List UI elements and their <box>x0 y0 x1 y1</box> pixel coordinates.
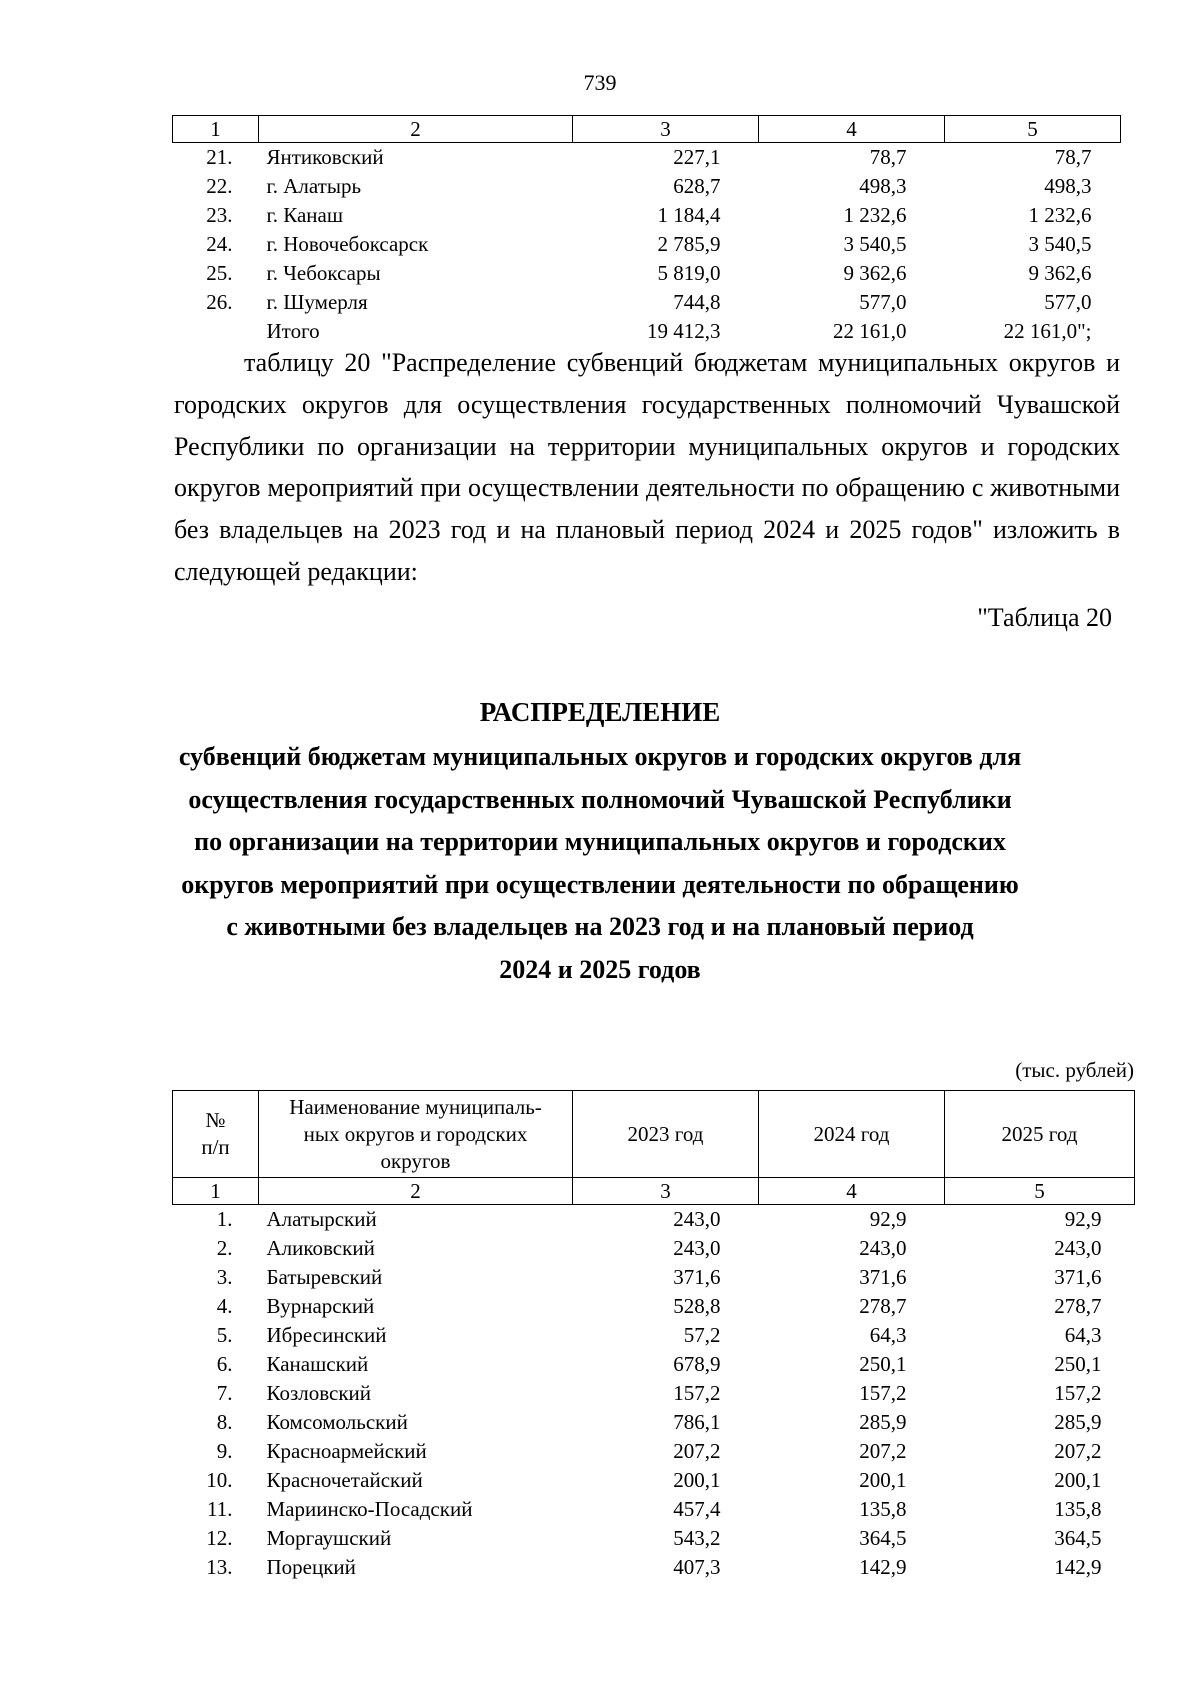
column-number: 1 <box>173 1178 259 1205</box>
row-name: г. Алатырь <box>266 174 362 198</box>
row-number: 12. <box>206 1526 233 1550</box>
value-2023: 157,2 <box>673 1381 721 1405</box>
value-2025: 142,9 <box>1054 1555 1102 1579</box>
table-row <box>173 1553 1135 1582</box>
value-2023: 543,2 <box>673 1526 721 1550</box>
value-2025: 78,7 <box>1054 145 1092 169</box>
column-header-2024: 2024 год <box>759 1091 945 1178</box>
value-2023: 371,6 <box>673 1265 721 1289</box>
row-number: 11. <box>207 1497 233 1521</box>
column-number: 4 <box>759 1178 945 1205</box>
table-row <box>173 1350 1135 1379</box>
value-2024: 285,9 <box>859 1410 907 1434</box>
table-row <box>173 1437 1135 1466</box>
value-2023: 19 412,3 <box>647 319 721 343</box>
column-number: 3 <box>573 116 759 143</box>
row-number: 25. <box>206 261 233 285</box>
units-label: (тыс. рублей) <box>1015 1058 1134 1082</box>
value-2023: 2 785,9 <box>657 232 721 256</box>
row-name: Ибресинский <box>266 1323 387 1347</box>
subtitle-line: 2024 и 2025 годов <box>499 954 701 984</box>
value-2025: 200,1 <box>1054 1468 1102 1492</box>
row-name: Козловский <box>266 1381 372 1405</box>
row-number: 7. <box>216 1381 233 1405</box>
table-row <box>173 201 1121 230</box>
value-2023: 1 184,4 <box>657 203 721 227</box>
row-name: Мариинско-Посадский <box>266 1497 473 1521</box>
table-20 <box>172 1090 1135 1582</box>
value-2023: 200,1 <box>673 1468 721 1492</box>
table-row <box>173 230 1121 259</box>
value-2025: 1 232,6 <box>1028 203 1092 227</box>
value-2024: 364,5 <box>859 1526 907 1550</box>
value-2025: 207,2 <box>1054 1439 1102 1463</box>
table-row <box>173 1379 1135 1408</box>
column-number: 3 <box>573 1178 759 1205</box>
row-name: Вурнарский <box>266 1294 375 1318</box>
row-name: Итого <box>266 319 320 343</box>
row-name: Красночетайский <box>266 1468 423 1492</box>
table-row <box>173 259 1121 288</box>
row-number: 23. <box>206 203 233 227</box>
column-number: 2 <box>259 1178 573 1205</box>
value-2024: 142,9 <box>859 1555 907 1579</box>
subtitle-line: субвенций бюджетам муниципальных округов и городских округов для <box>178 742 1022 771</box>
value-2025: 498,3 <box>1044 174 1092 198</box>
column-number: 5 <box>945 116 1121 143</box>
value-2023: 628,7 <box>673 174 721 198</box>
value-2024: 200,1 <box>859 1468 907 1492</box>
value-2024: 9 362,6 <box>843 261 907 285</box>
value-2025: 278,7 <box>1054 1294 1102 1318</box>
value-2024: 498,3 <box>859 174 907 198</box>
table-row <box>173 143 1121 173</box>
column-header-2025: 2025 год <box>945 1091 1135 1178</box>
table-row <box>173 1205 1135 1235</box>
column-numbering-row <box>173 1178 1135 1205</box>
value-2024: 135,8 <box>859 1497 907 1521</box>
table-row <box>173 1495 1135 1524</box>
row-number: 10. <box>206 1468 233 1492</box>
row-name: г. Канаш <box>266 203 344 227</box>
document-title: РАСПРЕДЕЛЕНИЕ <box>479 697 721 727</box>
table-label: "Таблица 20 <box>977 603 1112 632</box>
value-2024: 92,9 <box>869 1207 907 1231</box>
value-2023: 744,8 <box>673 290 721 314</box>
table-row <box>173 1524 1135 1553</box>
column-numbering-row <box>173 116 1121 143</box>
row-number: 24. <box>206 232 233 256</box>
table-row <box>173 1408 1135 1437</box>
row-name: Батыревский <box>266 1265 383 1289</box>
value-2024: 207,2 <box>859 1439 907 1463</box>
row-name: Порецкий <box>266 1555 356 1579</box>
row-number: 2. <box>216 1236 233 1260</box>
table-row <box>173 1263 1135 1292</box>
value-2023: 227,1 <box>673 145 721 169</box>
row-number: 5. <box>216 1323 233 1347</box>
value-2024: 1 232,6 <box>843 203 907 227</box>
value-2025: 9 362,6 <box>1028 261 1092 285</box>
value-2023: 5 819,0 <box>657 261 721 285</box>
value-2023: 786,1 <box>673 1410 721 1434</box>
subtitle-line: с животными без владельцев на 2023 год и на плановый период <box>226 912 974 941</box>
row-number: 3. <box>216 1265 233 1289</box>
row-name: Янтиковский <box>266 145 384 169</box>
value-2023: 407,3 <box>673 1555 721 1579</box>
value-2024: 577,0 <box>859 290 907 314</box>
row-number: 9. <box>216 1439 233 1463</box>
column-number: 5 <box>945 1178 1135 1205</box>
value-2025: 243,0 <box>1054 1236 1102 1260</box>
column-header-name: Наименование муниципаль- ных округов и городских округов <box>259 1091 573 1178</box>
value-2024: 157,2 <box>859 1381 907 1405</box>
value-2023: 243,0 <box>673 1207 721 1231</box>
value-2025: 157,2 <box>1054 1381 1102 1405</box>
row-number: 13. <box>206 1555 233 1579</box>
column-header-2023: 2023 год <box>573 1091 759 1178</box>
value-2025: 577,0 <box>1044 290 1092 314</box>
row-name: Моргаушский <box>266 1526 392 1550</box>
row-name: Аликовский <box>266 1236 375 1260</box>
value-2025: 3 540,5 <box>1028 232 1092 256</box>
value-2024: 64,3 <box>869 1323 907 1347</box>
value-2024: 278,7 <box>859 1294 907 1318</box>
row-name: Красноармейский <box>266 1439 427 1463</box>
value-2025: 371,6 <box>1054 1265 1102 1289</box>
value-2024: 371,6 <box>859 1265 907 1289</box>
value-2023: 207,2 <box>673 1439 721 1463</box>
column-number: 1 <box>173 116 259 143</box>
column-number: 4 <box>759 116 945 143</box>
row-number: 8. <box>216 1410 233 1434</box>
value-2023: 243,0 <box>673 1236 721 1260</box>
row-number: 6. <box>216 1352 233 1376</box>
value-2025: 92,9 <box>1064 1207 1102 1231</box>
row-number: 1. <box>216 1207 233 1231</box>
table-19-continuation <box>172 115 1121 346</box>
row-name: Канашский <box>266 1352 369 1376</box>
value-2023: 457,4 <box>673 1497 721 1521</box>
value-2023: 528,8 <box>673 1294 721 1318</box>
value-2024: 78,7 <box>869 145 907 169</box>
row-number: 4. <box>216 1294 233 1318</box>
subtitle-line: осуществления государственных полномочий Чувашской Республики <box>188 784 1012 814</box>
column-header-number: № п/п <box>173 1091 259 1178</box>
amendment-paragraph: таблицу 20 "Распределение субвенций бюджетам муниципальных округов и городских округов для осуществления государственных полномочий Чувашской Республики по организации на территории муниципальных округов и городских округов мероприятий при осуществлении деятельности по обращению с животными без владельцев на 2023 год и на плановый период 2024 и 2025 годов" изложить в следующей редакции: <box>174 348 1120 586</box>
value-2025: 250,1 <box>1054 1352 1102 1376</box>
value-2025: 135,8 <box>1054 1497 1102 1521</box>
row-number: 22. <box>206 174 233 198</box>
value-2025: 364,5 <box>1054 1526 1102 1550</box>
table-row <box>173 1292 1135 1321</box>
row-number: 26. <box>206 290 233 314</box>
value-2025: 22 161,0"; <box>1003 319 1092 343</box>
table-row <box>173 1321 1135 1350</box>
value-2024: 3 540,5 <box>843 232 907 256</box>
row-name: г. Чебоксары <box>266 261 381 285</box>
value-2024: 22 161,0 <box>833 319 907 343</box>
value-2024: 243,0 <box>859 1236 907 1260</box>
row-name: Комсомольский <box>266 1410 408 1434</box>
subtitle-line: округов мероприятий при осуществлении деятельности по обращению <box>181 869 1019 899</box>
row-name: г. Шумерля <box>266 290 368 314</box>
table-header-row <box>173 1091 1135 1178</box>
page-number: 739 <box>583 70 617 95</box>
value-2025: 64,3 <box>1064 1323 1102 1347</box>
column-number: 2 <box>259 116 573 143</box>
row-name: г. Новочебоксарск <box>266 232 429 256</box>
value-2023: 678,9 <box>673 1352 721 1376</box>
value-2025: 285,9 <box>1054 1410 1102 1434</box>
document-subtitle <box>150 736 1050 991</box>
row-number: 21. <box>206 145 233 169</box>
table-row <box>173 1466 1135 1495</box>
row-name: Алатырский <box>266 1207 377 1231</box>
table-row <box>173 172 1121 201</box>
table-row <box>173 1234 1135 1263</box>
value-2024: 250,1 <box>859 1352 907 1376</box>
subtitle-line: по организации на территории муниципальных округов и городских <box>194 827 1006 856</box>
table-row <box>173 288 1121 317</box>
value-2023: 57,2 <box>683 1323 721 1347</box>
